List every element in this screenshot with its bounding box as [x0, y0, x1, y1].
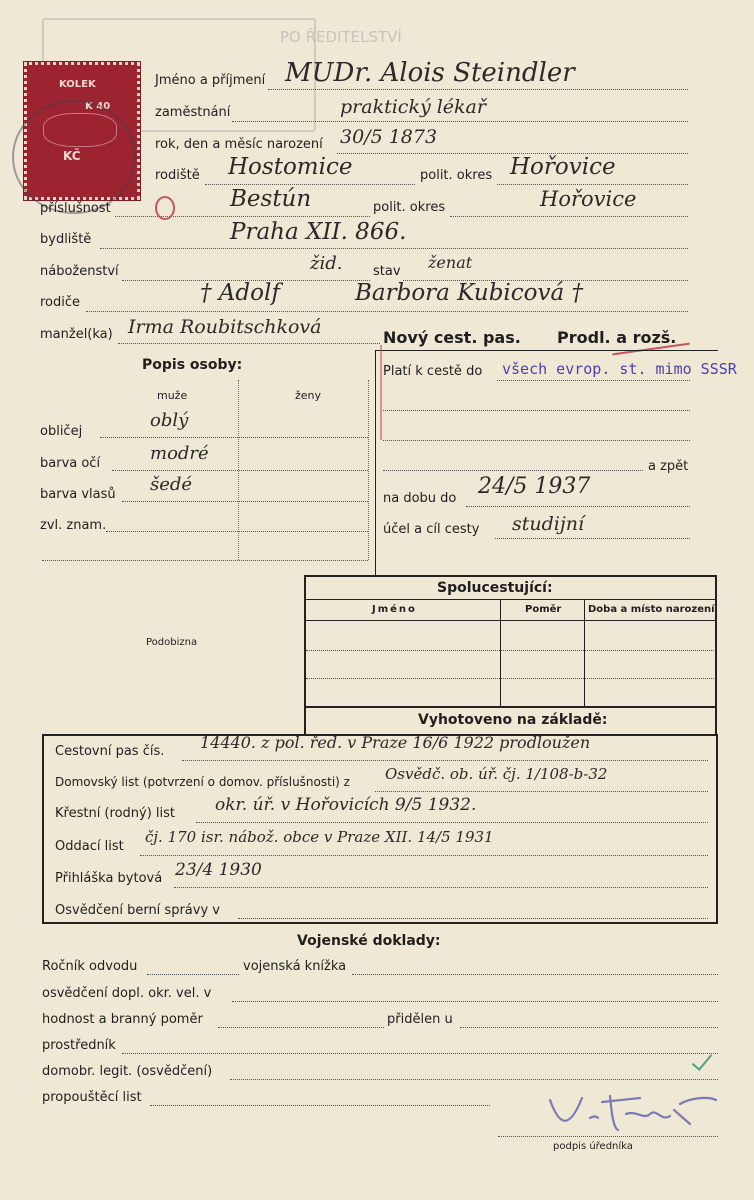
pas-dobu-line — [466, 506, 690, 507]
value-prislusnost: Bestún — [230, 186, 312, 212]
pas-ucel-value: studijní — [512, 513, 585, 535]
line-zamestnani — [232, 121, 688, 122]
vyhotoveno-title: Vyhotoveno na základě: — [418, 712, 608, 728]
revenue-stamp-line1: KOLEK — [59, 79, 96, 90]
vyh-line-0 — [182, 760, 708, 761]
popis-line-0 — [100, 437, 368, 438]
label-stav: stav — [373, 264, 401, 279]
voj-osvedceni-line — [232, 1001, 718, 1002]
popis-label-0: obličej — [40, 424, 83, 439]
podobizna-label: Podobizna — [146, 637, 198, 648]
label-rodiste: rodiště — [155, 168, 200, 183]
voj-pridelen-line — [460, 1027, 718, 1028]
vyh-label-5: Osvědčení berní správy v — [55, 903, 220, 918]
pas-plati-label: Platí k cestě do — [383, 364, 483, 379]
popis-line-3 — [106, 531, 368, 532]
pas-line-2 — [383, 410, 690, 411]
spol-col-doba: Doba a místo narození — [588, 604, 715, 615]
line-bydliste — [100, 248, 688, 249]
spol-col-pomer: Poměr — [525, 604, 562, 615]
value-stav: ženat — [428, 253, 473, 272]
pas-dobu-label: na dobu do — [383, 491, 457, 506]
police-stamp-text: PO ŘEDITELSTVÍ — [280, 28, 402, 46]
popis-value-1: modré — [150, 443, 209, 464]
popis-col-muze: muže — [157, 389, 188, 402]
pas-top-rule — [375, 350, 718, 351]
spol-rule-1 — [304, 599, 717, 600]
voj-knizka: vojenská knížka — [243, 959, 347, 974]
voj-knizka-line — [352, 974, 718, 975]
vyh-value-0: 14440. z pol. řed. v Praze 16/6 1922 prodloužen — [200, 733, 591, 752]
vyh-line-2 — [196, 822, 708, 823]
vyh-label-2: Křestní (rodný) list — [55, 806, 176, 821]
popis-value-2: šedé — [150, 474, 193, 495]
vyh-label-0: Cestovní pas čís. — [55, 744, 165, 759]
popis-label-1: barva očí — [40, 456, 101, 471]
value-rodice-2: Barbora Kubicová † — [355, 280, 584, 306]
pas-ucel-line — [495, 538, 690, 539]
label-rodice: rodiče — [40, 295, 81, 310]
revenue-stamp-line3: KČ — [63, 149, 81, 163]
spol-row-1 — [306, 650, 714, 651]
voj-hodnost: hodnost a branný poměr — [42, 1012, 203, 1027]
label-prislusnost: příslušnost — [40, 201, 111, 216]
value-bydliste: Praha XII. 866. — [230, 219, 407, 245]
spol-rule-2 — [304, 620, 717, 621]
vyh-line-3 — [140, 855, 708, 856]
vyh-line-5 — [238, 918, 708, 919]
voj-prostrednik-line — [122, 1053, 718, 1054]
spol-row-2 — [306, 678, 714, 679]
value-rodiste-okres: Hořovice — [510, 154, 616, 180]
value-narozeni: 30/5 1873 — [340, 126, 438, 148]
pas-line-4 — [383, 470, 643, 471]
vyh-value-3: čj. 170 isr. nábož. obce v Praze XII. 14/5 1931 — [145, 828, 494, 846]
popis-line-4 — [42, 560, 368, 561]
label-jmeno: Jméno a příjmení — [155, 73, 266, 88]
pas-plati-value: všech evrop. st. mimo SSSR — [502, 360, 737, 378]
vyh-label-3: Oddací list — [55, 839, 124, 854]
vyh-value-1: Osvědč. ob. úř. čj. 1/108-b-32 — [385, 765, 608, 783]
voj-osvedceni: osvědčení dopl. okr. vel. v — [42, 986, 212, 1001]
label-zamestnani: zaměstnání — [155, 105, 231, 120]
vojenske-title: Vojenské doklady: — [297, 933, 441, 949]
popis-line-1 — [112, 470, 368, 471]
voj-hodnost-line — [218, 1027, 384, 1028]
popis-title: Popis osoby: — [142, 357, 243, 373]
vyh-value-4: 23/4 1930 — [175, 860, 262, 880]
pas-red-mark — [380, 345, 382, 440]
podpis-label: podpis úředníka — [553, 1141, 633, 1152]
popis-value-0: oblý — [150, 410, 189, 431]
label-bydliste: bydliště — [40, 232, 92, 247]
voj-rocnik-line — [147, 974, 239, 975]
vyh-line-1 — [375, 791, 708, 792]
voj-propousteci-line — [150, 1105, 490, 1106]
line-prislusnost — [115, 216, 370, 217]
popis-label-2: barva vlasů — [40, 487, 116, 502]
line-prislusnost-okres — [450, 216, 688, 217]
signature-line — [498, 1136, 718, 1137]
red-pencil-mark — [155, 196, 175, 220]
spolucestujici-title: Spolucestující: — [437, 580, 553, 596]
value-prislusnost-okres: Hořovice — [540, 187, 637, 211]
spol-col-div-2 — [584, 599, 585, 708]
pas-title-left: Nový cest. pas. — [383, 328, 521, 347]
pas-line-3 — [383, 440, 690, 441]
pas-title-right: Prodl. a rozš. — [557, 328, 677, 347]
spol-col-div-1 — [500, 599, 501, 708]
pas-plati-line — [497, 380, 690, 381]
pas-dobu-value: 24/5 1937 — [478, 474, 591, 499]
official-signature — [540, 1088, 720, 1140]
line-jmeno — [268, 89, 688, 90]
voj-pridelen: přidělen u — [387, 1012, 453, 1027]
vyh-line-4 — [174, 887, 708, 888]
label-nabozenstvi: náboženství — [40, 264, 119, 279]
spol-col-jmeno: Jméno — [372, 604, 417, 615]
vyh-label-1: Domovský list (potvrzení o domov. příslušnosti) z — [55, 775, 350, 789]
popis-line-2 — [122, 501, 368, 502]
popis-divider-2 — [368, 380, 369, 560]
revenue-stamp-line2: K 40 — [85, 101, 111, 112]
line-rodice — [86, 311, 688, 312]
value-rodice-1: † Adolf — [200, 280, 280, 306]
value-manzel: Irma Roubitschková — [128, 316, 322, 338]
voj-domobr: domobr. legit. (osvědčení) — [42, 1064, 213, 1079]
label-manzel: manžel(ka) — [40, 327, 113, 342]
vyh-label-4: Přihláška bytová — [55, 871, 163, 886]
voj-propousteci: propouštěcí list — [42, 1090, 142, 1105]
label-polit-okres-2: polit. okres — [373, 200, 446, 215]
cancellation-circle — [12, 100, 136, 214]
popis-label-3: zvl. znam. — [40, 518, 107, 533]
line-manzel — [118, 343, 380, 344]
label-polit-okres-1: polit. okres — [420, 168, 493, 183]
value-zamestnani: praktický lékař — [340, 96, 486, 118]
label-narozeni: rok, den a měsíc narození — [155, 137, 323, 152]
voj-prostrednik: prostředník — [42, 1038, 116, 1053]
line-rodiste — [205, 184, 415, 185]
voj-rocnik: Ročník odvodu — [42, 959, 138, 974]
value-jmeno: MUDr. Alois Steindler — [285, 58, 575, 88]
value-nabozenstvi: žid. — [310, 253, 343, 274]
pas-a-zpet: a zpět — [648, 459, 689, 474]
line-rodiste-okres — [497, 184, 688, 185]
vyh-value-2: okr. úř. v Hořovicích 9/5 1932. — [215, 795, 477, 815]
pas-left-rule — [375, 350, 376, 575]
pas-ucel-label: účel a cíl cesty — [383, 522, 480, 537]
voj-domobr-line — [230, 1079, 718, 1080]
value-rodiste: Hostomice — [228, 154, 353, 180]
popis-col-zeny: ženy — [295, 389, 322, 402]
